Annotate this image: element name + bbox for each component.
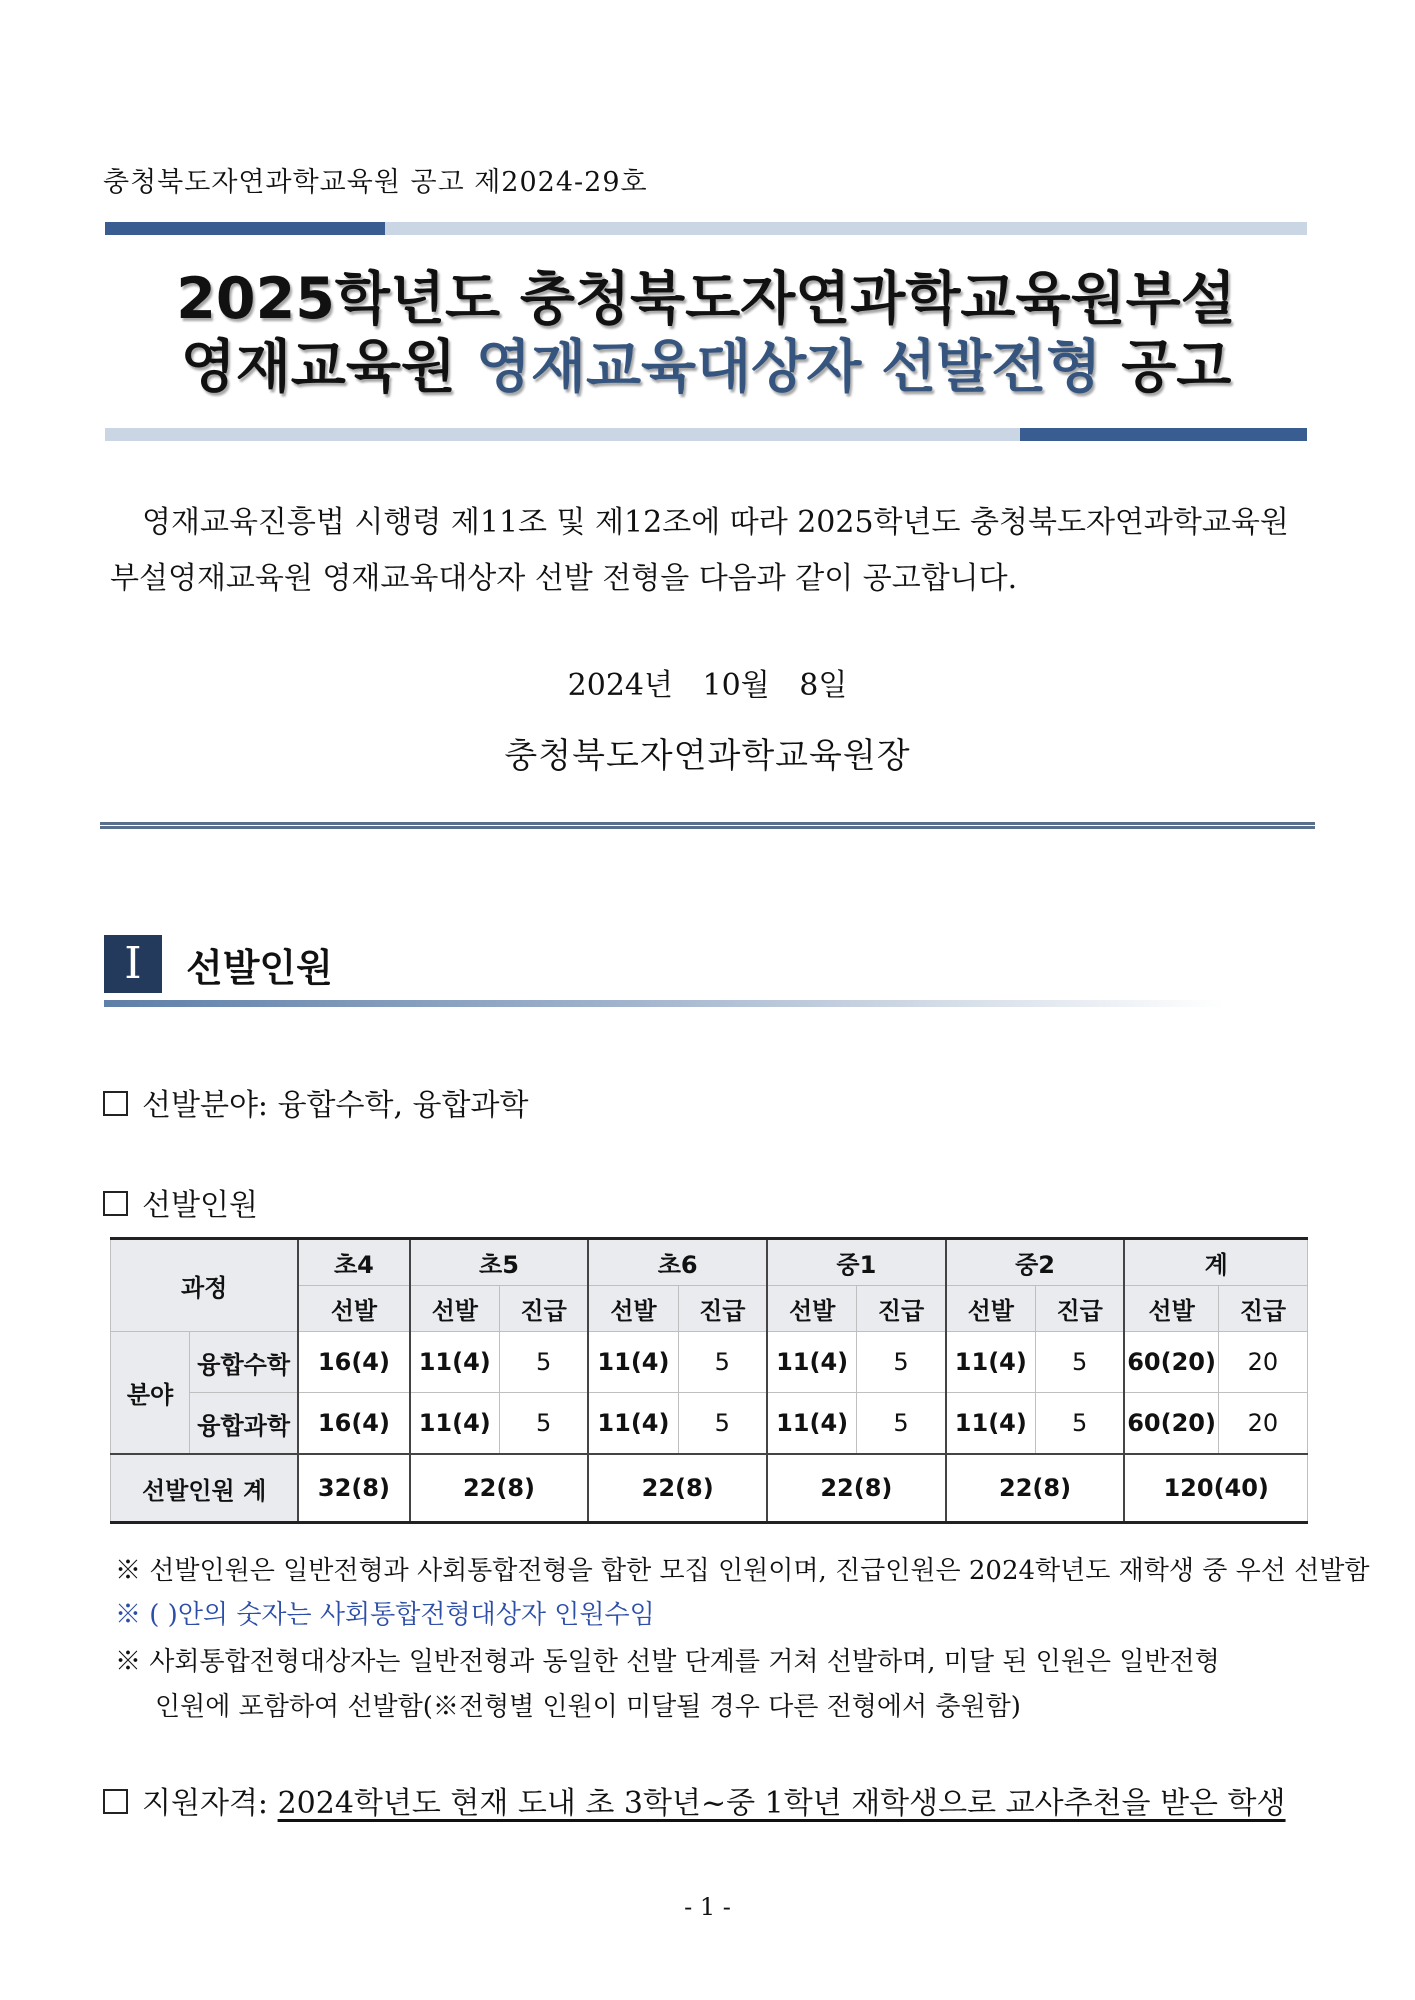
grade-header: 중1 [767,1239,946,1286]
sub-header: 진급 [499,1286,588,1332]
section-number-badge: Ⅰ [104,935,162,993]
title-highlight: 영재교육대상자 선발전형 [475,334,1102,400]
top-rule [105,222,1307,235]
sub-header: 선발 [298,1286,409,1332]
double-divider [100,822,1315,829]
signer: 충청북도자연과학교육원장 [504,736,911,776]
grade-header: 중2 [946,1239,1125,1286]
sub-header: 선발 [410,1286,500,1332]
sub-header: 진급 [678,1286,767,1332]
row-label: 융합과학 [190,1393,299,1455]
total-row: 선발인원 계 32(8) 22(8) 22(8) 22(8) 22(8) 120(40) [111,1454,1308,1523]
notice-number: 충청북도자연과학교육원 공고 제2024-29호 [103,167,648,198]
checkbox-square-icon [103,1789,128,1814]
course-header: 과정 [111,1239,299,1332]
total-label: 선발인원 계 [111,1454,299,1523]
sub-header: 선발 [588,1286,678,1332]
section-title: 선발인원 [186,946,333,990]
grade-header: 초5 [410,1239,589,1286]
eligibility-text: 2024학년도 현재 도내 초 3학년~중 1학년 재학생으로 교사추천을 받은 학생 [277,1786,1286,1821]
note-2: ※ ( )안의 숫자는 사회통합전형대상자 인원수임 [115,1600,655,1630]
count-item: 선발인원 [103,1180,258,1224]
grade-header: 초4 [298,1239,409,1286]
row-label: 융합수학 [190,1332,299,1393]
sub-header: 진급 [857,1286,946,1332]
intro-paragraph: 영재교육진흥법 시행령 제11조 및 제12조에 따라 2025학년도 충청북도자연과학교육원 부설영재교육원 영재교육대상자 선발 전형을 다음과 같이 공고합니다. [110,505,1289,596]
checkbox-square-icon [103,1191,128,1216]
sub-header: 선발 [946,1286,1036,1332]
table-row: 융합과학 16(4) 11(4) 5 11(4) 5 11(4) 5 11(4) 5 60(20) 20 [111,1393,1308,1455]
grade-header: 계 [1124,1239,1307,1286]
announcement-date: 2024년 10월 8일 [567,668,848,703]
bottom-rule [105,428,1307,441]
selection-table [110,1237,1308,1524]
field-item: 선발분야: 융합수학, 융합과학 [103,1080,528,1124]
table-row: 분야 융합수학 16(4) 11(4) 5 11(4) 5 11(4) 5 11(4) 5 60(20) 20 [111,1332,1308,1393]
eligibility-item: 지원자격: 2024학년도 현재 도내 초 3학년~중 1학년 재학생으로 교사추천을 받은 학생 [103,1778,1286,1822]
page-number: - 1 - [684,1893,731,1921]
field-header: 분야 [111,1332,190,1455]
page-title-line2: 영재교육원 영재교육대상자 선발전형 공고 [180,334,1232,400]
sub-header: 진급 [1035,1286,1124,1332]
page-title-line1: 2025학년도 충청북도자연과학교육원부설 [176,266,1236,332]
checkbox-square-icon [103,1091,128,1116]
note-3: ※ 사회통합전형대상자는 일반전형과 동일한 선발 단계를 거쳐 선발하며, 미달 된 인원은 일반전형 인원에 포함하여 선발함(※전형별 인원이 미달될 경우 다른 전형에서 충원함) [115,1647,1220,1722]
section-underline [104,1000,1224,1007]
grade-header: 초6 [588,1239,767,1286]
sub-header: 진급 [1218,1286,1307,1332]
note-1: ※ 선발인원은 일반전형과 사회통합전형을 합한 모집 인원이며, 진급인원은 2024학년도 재학생 중 우선 선발함 [115,1556,1370,1586]
sub-header: 선발 [1124,1286,1218,1332]
sub-header: 선발 [767,1286,857,1332]
